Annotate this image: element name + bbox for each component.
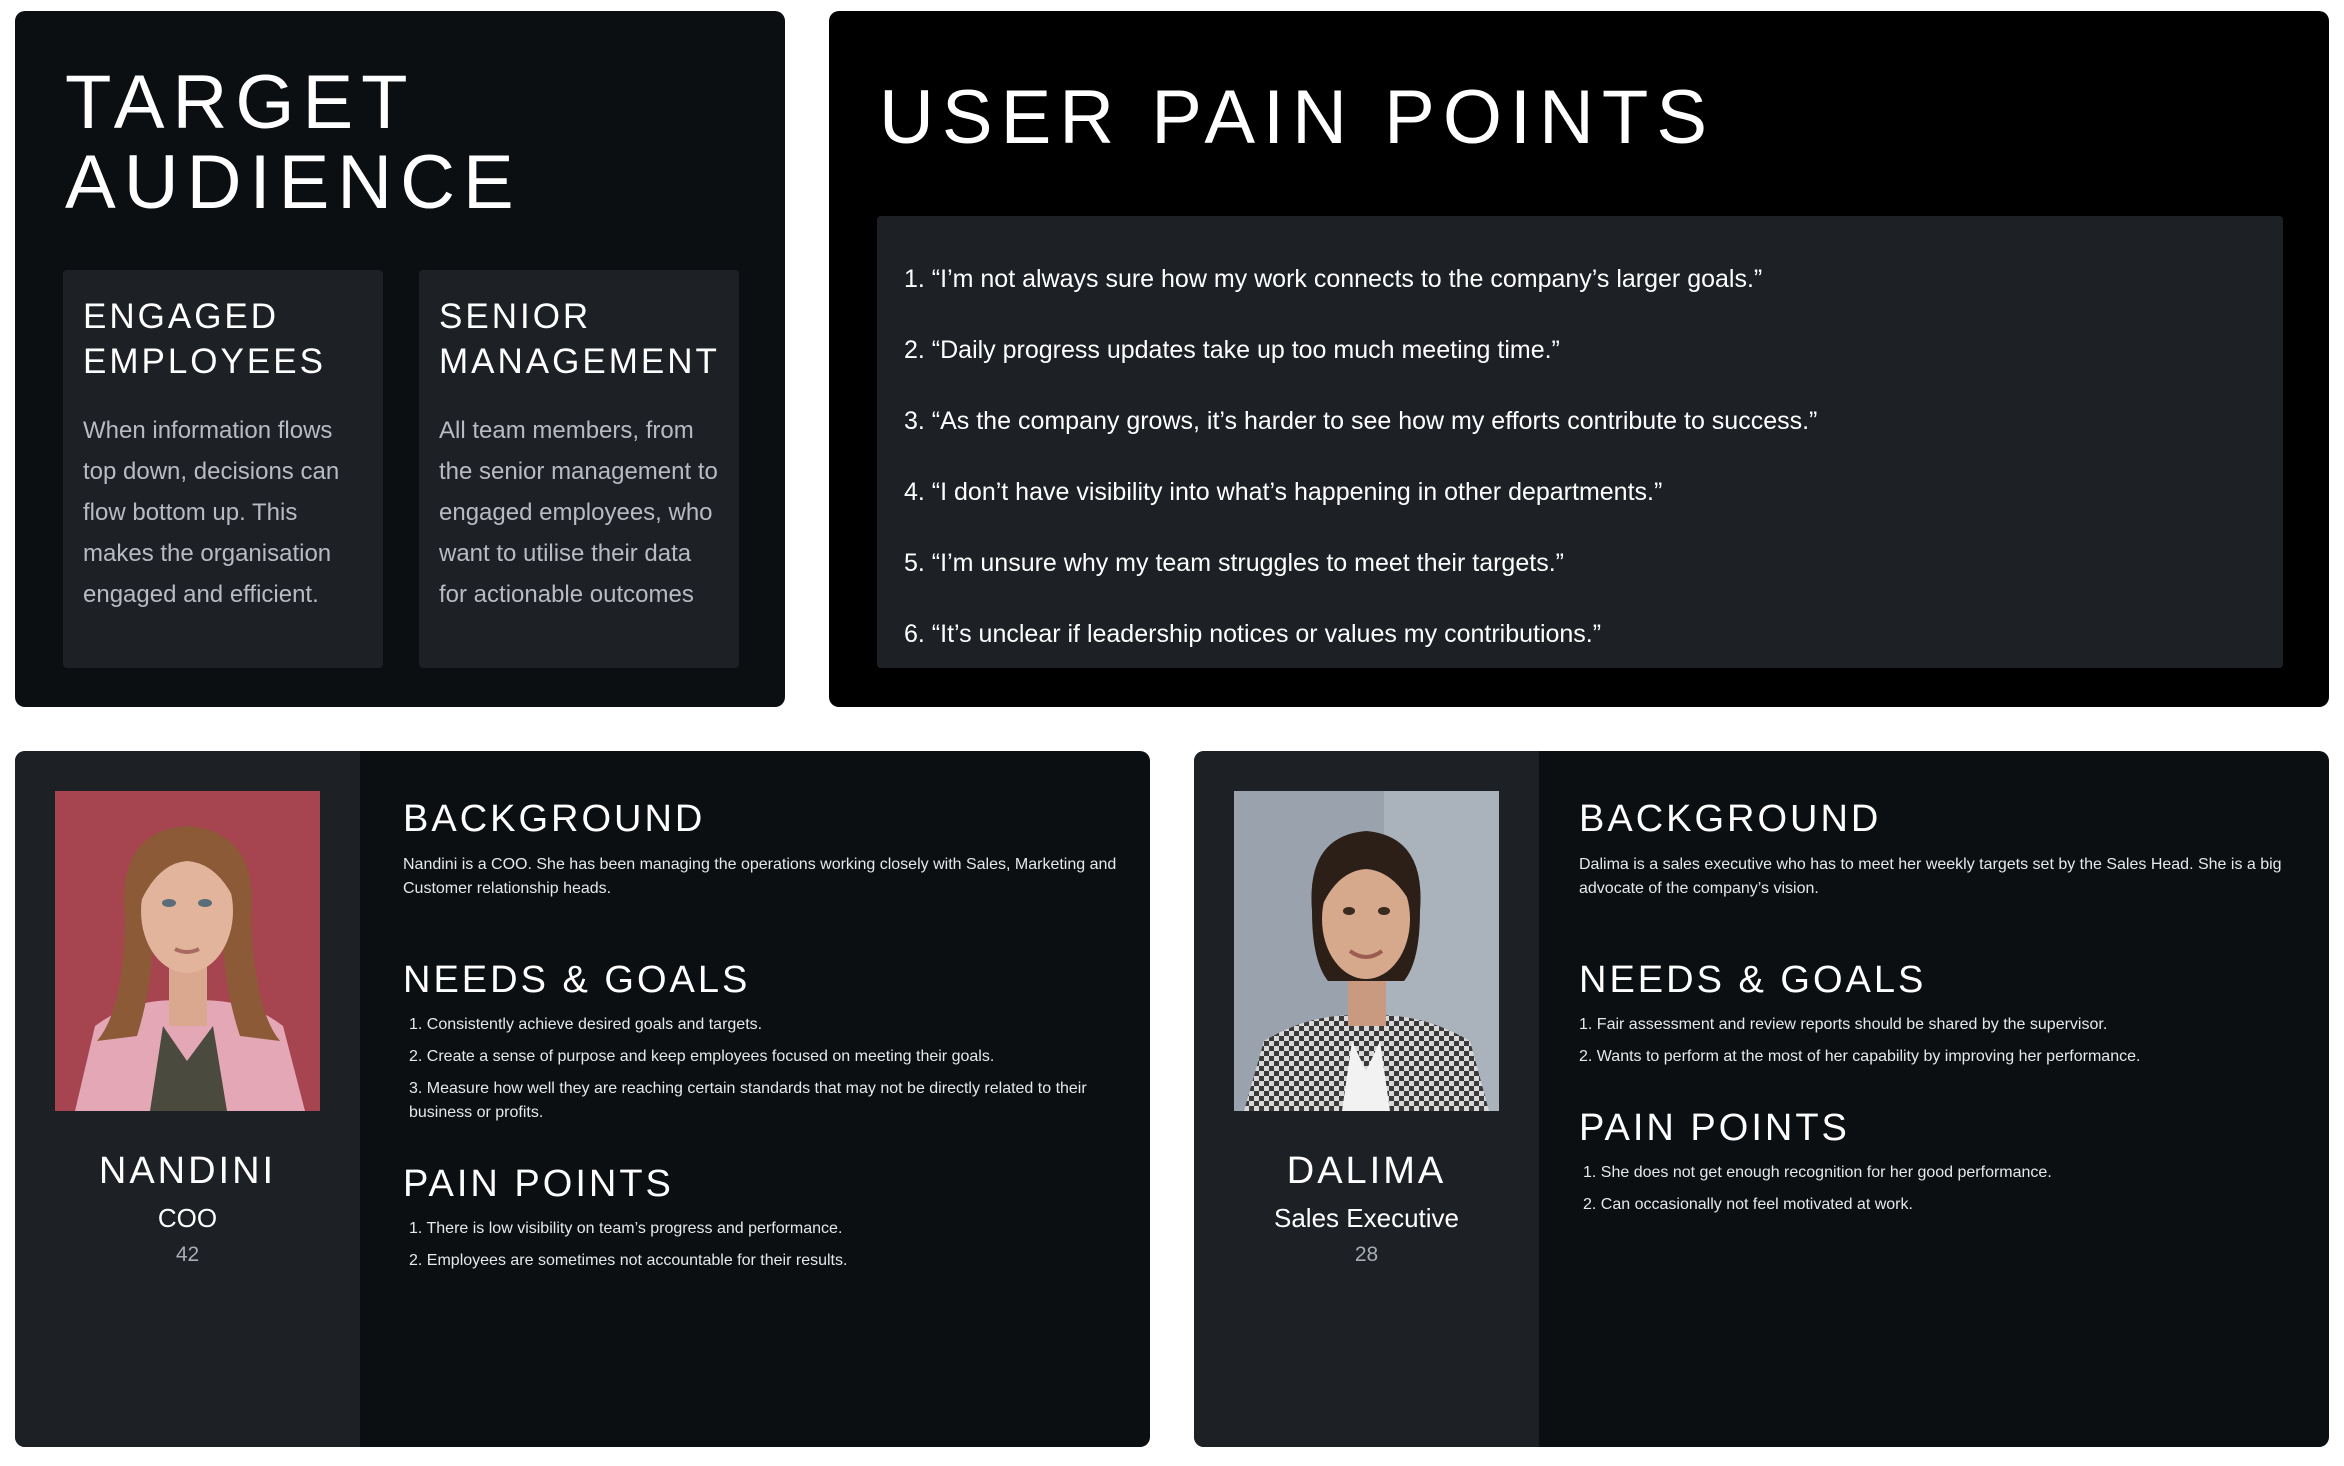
segment-heading: SENIOR MANAGEMENT [439,297,720,381]
pain-points-list [877,216,2283,668]
segment-heading: ENGAGED EMPLOYEES [83,297,326,381]
user-pain-points-card [829,11,2329,707]
pain-point-item: 6. “It’s unclear if leadership notices or values my contributions.” [904,620,1602,648]
pain-point-item: 4. “I don’t have visibility into what’s happening in other departments.” [904,478,1663,506]
persona-name: NANDINI [98,1150,277,1192]
background-text: Nandini is a COO. She has been managing the operations working closely with Sales, Marketing and Customer relationship heads. [403,856,1117,897]
pain-point-item: 3. “As the company grows, it’s harder to see how my efforts contribute to success.” [904,407,1818,435]
segment-text: When information flows top down, decisions can flow bottom up. This makes the organisation engaged and efficient. [83,417,340,608]
segment-engaged-employees [63,270,383,668]
user-pain-points-title: USER PAIN POINTS [879,75,1716,160]
needs-goals-item: 1. Fair assessment and review reports should be shared by the supervisor. [1579,1016,2108,1033]
pain-points-heading: PAIN POINTS [1579,1107,1850,1149]
persona-photo [1234,791,1499,1111]
persona-age: 42 [175,1243,200,1266]
persona-role: COO [157,1203,218,1233]
segment-senior-management [419,270,739,668]
target-audience-title: TARGET AUDIENCE [65,60,522,225]
pain-point-item: 2. “Daily progress updates take up too much meeting time.” [904,336,1560,364]
needs-goals-item: 3. Measure how well they are reaching certain standards that may not be directly related to their business or profits. [409,1080,1087,1121]
needs-goals-item: 2. Wants to perform at the most of her capability by improving her performance. [1579,1048,2141,1065]
persona-role: Sales Executive [1274,1203,1459,1233]
background-heading: BACKGROUND [403,798,706,840]
persona-profile-panel [1194,751,1539,1447]
persona-card-dalima [1194,751,2329,1447]
pain-point-item: 2. Employees are sometimes not accountable for their results. [409,1252,848,1269]
pain-points-heading: PAIN POINTS [403,1163,674,1205]
segment-text: All team members, from the senior management to engaged employees, who want to utilise their data for actionable outcomes [439,417,718,608]
persona-profile-panel [15,751,360,1447]
persona-name: DALIMA [1286,1150,1447,1192]
background-text: Dalima is a sales executive who has to meet her weekly targets set by the Sales Head. She is a big advocate of the company’s vision. [1579,856,2282,897]
persona-photo [55,791,320,1111]
pain-point-item: 1. “I’m not always sure how my work connects to the company’s larger goals.” [904,265,1763,293]
needs-goals-heading: NEEDS & GOALS [403,959,751,1001]
needs-goals-heading: NEEDS & GOALS [1579,959,1927,1001]
pain-point-item: 1. She does not get enough recognition for her good performance. [1583,1164,2052,1181]
persona-age: 28 [1354,1243,1379,1266]
background-heading: BACKGROUND [1579,798,1882,840]
pain-point-item: 2. Can occasionally not feel motivated at work. [1583,1196,1913,1213]
pain-point-item: 1. There is low visibility on team’s progress and performance. [409,1220,843,1237]
needs-goals-item: 2. Create a sense of purpose and keep employees focused on meeting their goals. [409,1048,995,1065]
persona-card-nandini [15,751,1150,1447]
target-audience-card [15,11,785,707]
pain-point-item: 5. “I’m unsure why my team struggles to meet their targets.” [904,549,1564,577]
needs-goals-item: 1. Consistently achieve desired goals and targets. [409,1016,763,1033]
